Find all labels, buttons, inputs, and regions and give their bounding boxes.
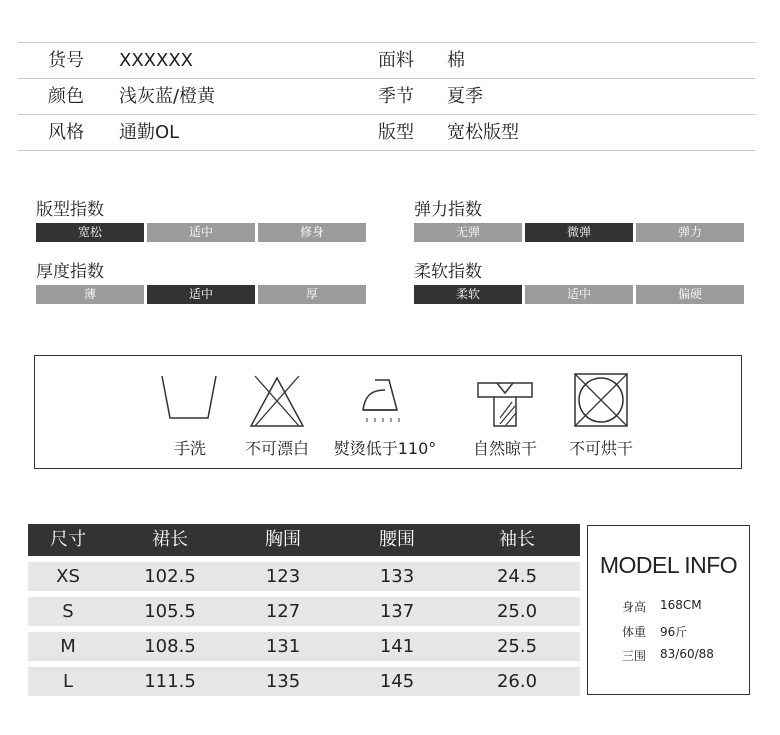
table-row: [28, 632, 580, 661]
index-option: 偏硬: [636, 285, 744, 304]
column-header: 裙长: [152, 529, 188, 550]
model-info-value: 83/60/88: [660, 647, 714, 661]
table-row: [28, 597, 580, 626]
table-cell: 127: [265, 601, 301, 622]
table-cell: 141: [379, 636, 415, 657]
info-row: [18, 114, 755, 151]
table-cell: 133: [379, 566, 415, 587]
thickness-index: [36, 261, 368, 304]
info-key: 颜色: [48, 86, 84, 107]
size-table-header: [28, 524, 580, 556]
dry-in-shade-icon: [475, 356, 535, 436]
index-option: 柔软: [414, 285, 522, 304]
elasticity-index: [414, 199, 746, 242]
model-info-label: 三围: [622, 649, 647, 663]
model-info-title: MODEL INFO: [599, 552, 738, 578]
index-scale: [36, 285, 368, 304]
index-title: 柔软指数: [414, 262, 482, 282]
care-instructions: [34, 355, 742, 469]
care-item: [244, 356, 310, 458]
index-title: 厚度指数: [36, 262, 104, 282]
table-cell: 131: [265, 636, 301, 657]
table-cell: XS: [56, 566, 80, 587]
info-value: 棉: [447, 50, 465, 71]
index-option: 适中: [147, 285, 255, 304]
index-option: 适中: [525, 285, 633, 304]
index-option: 修身: [258, 223, 366, 242]
index-option: 弹力: [636, 223, 744, 242]
model-info-label: 体重: [622, 625, 647, 639]
care-item: [333, 356, 437, 458]
table-cell: 111.5: [144, 671, 196, 692]
table-cell: 137: [379, 601, 415, 622]
care-label: 自然晾干: [472, 439, 538, 458]
index-title: 版型指数: [36, 200, 104, 220]
table-cell: 135: [265, 671, 301, 692]
table-cell: 105.5: [144, 601, 196, 622]
table-cell: 123: [265, 566, 301, 587]
care-item: [568, 356, 634, 458]
table-cell: 108.5: [144, 636, 196, 657]
care-label: 不可漂白: [244, 439, 310, 458]
no-tumble-dry-icon: [571, 356, 631, 436]
info-key: 季节: [378, 86, 414, 107]
table-row: [28, 562, 580, 591]
info-value: 夏季: [447, 86, 483, 107]
model-info-line: [622, 598, 702, 615]
table-row: [28, 667, 580, 696]
care-label: 手洗: [173, 439, 207, 458]
fit-index: [36, 199, 368, 242]
table-cell: 26.0: [496, 671, 538, 692]
no-bleach-icon: [247, 356, 307, 436]
care-item: [160, 356, 220, 458]
index-option: 宽松: [36, 223, 144, 242]
info-key: 版型: [378, 122, 414, 143]
index-option: 微弹: [525, 223, 633, 242]
size-table: [28, 524, 580, 696]
iron-low-icon: [345, 356, 425, 436]
care-item: [472, 356, 538, 458]
info-value: 宽松版型: [447, 122, 519, 143]
model-info-value: 168CM: [660, 598, 702, 612]
info-key: 风格: [48, 122, 84, 143]
table-cell: 145: [379, 671, 415, 692]
column-header: 胸围: [265, 529, 301, 550]
info-row: [18, 78, 755, 114]
info-value: XXXXXX: [119, 50, 193, 71]
table-cell: 102.5: [144, 566, 196, 587]
column-header: 腰围: [379, 529, 415, 550]
model-info-line: [622, 647, 714, 664]
info-key: 货号: [48, 50, 84, 71]
table-cell: L: [62, 671, 74, 692]
model-info-value: 96斤: [660, 625, 688, 639]
index-scale: [414, 285, 746, 304]
index-option: 薄: [36, 285, 144, 304]
table-cell: 24.5: [496, 566, 538, 587]
care-label: 不可烘干: [568, 439, 634, 458]
care-label: 熨烫低于110°: [333, 439, 437, 458]
model-info-box: [587, 525, 750, 695]
model-info-line: [622, 623, 688, 640]
index-option: 适中: [147, 223, 255, 242]
column-header: 袖长: [499, 529, 535, 550]
table-cell: 25.5: [496, 636, 538, 657]
hand-wash-icon: [160, 356, 220, 436]
table-cell: 25.0: [496, 601, 538, 622]
softness-index: [414, 261, 746, 304]
index-scale: [36, 223, 368, 242]
index-scale: [414, 223, 746, 242]
info-value: 浅灰蓝/橙黄: [119, 86, 216, 107]
column-header: 尺寸: [50, 529, 86, 550]
index-option: 厚: [258, 285, 366, 304]
info-value: 通勤OL: [119, 122, 180, 143]
product-info-table: [18, 42, 755, 151]
info-key: 面料: [378, 50, 414, 71]
model-info-label: 身高: [622, 600, 647, 614]
table-cell: M: [60, 636, 76, 657]
info-row: [18, 42, 755, 78]
index-title: 弹力指数: [414, 200, 482, 220]
index-option: 无弹: [414, 223, 522, 242]
table-cell: S: [62, 601, 74, 622]
